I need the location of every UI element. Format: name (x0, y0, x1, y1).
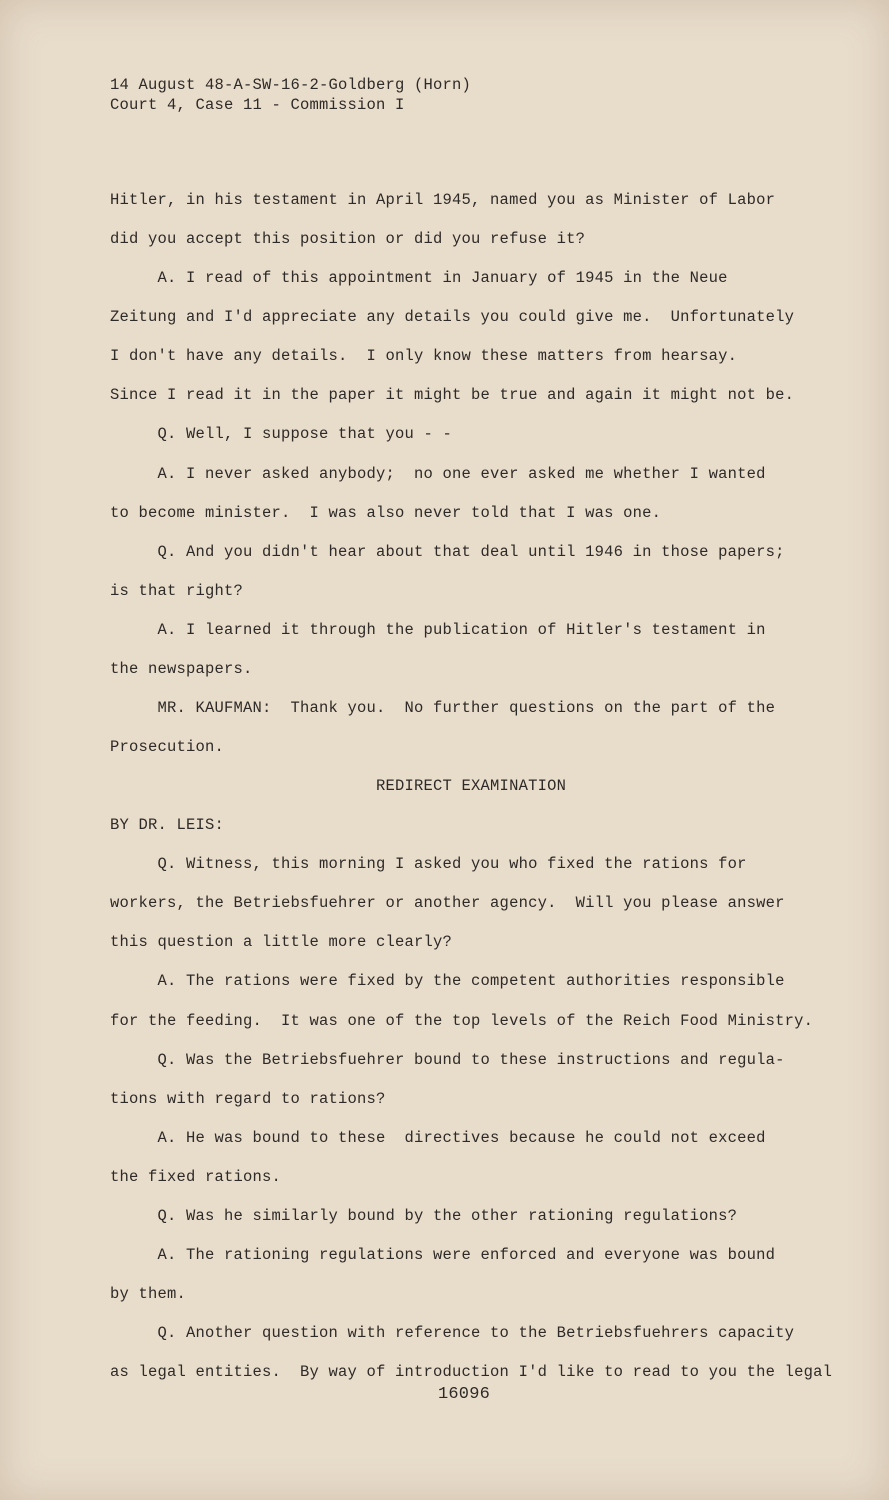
transcript-line: A. I learned it through the publication of Hitler's testament in (110, 620, 766, 639)
transcript-line: A. The rationing regulations were enforced and everyone was bound (110, 1245, 776, 1264)
transcript-line: for the feeding. It was one of the top levels of the Reich Food Ministry. (110, 1011, 814, 1030)
transcript-line: as legal entities. By way of introduction I'd like to read to you the legal (110, 1363, 833, 1382)
transcript-line: tions with regard to rations? (110, 1089, 386, 1108)
transcript-line: Q. Witness, this morning I asked you who fixed the rations for (110, 855, 747, 874)
transcript-line: Zeitung and I'd appreciate any details you could give me. Unfortunately (110, 308, 795, 327)
transcript-line: A. I never asked anybody; no one ever asked me whether I wanted (110, 464, 766, 483)
transcript-line: A. He was bound to these directives because he could not exceed (110, 1128, 766, 1147)
transcript-line: REDIRECT EXAMINATION (110, 777, 567, 795)
transcript-line: is that right? (110, 581, 244, 600)
header-line-2: Court 4, Case 11 - Commission I (110, 96, 405, 114)
transcript-line: Q. Another question with reference to the Betriebsfuehrers capacity (110, 1324, 795, 1342)
transcript-line: workers, the Betriebsfuehrer or another agency. Will you please answer (110, 894, 785, 913)
transcript-line: MR. KAUFMAN: Thank you. No further questions on the part of the (110, 698, 776, 717)
transcript-line: Prosecution. (110, 738, 225, 756)
transcript-line: Since I read it in the paper it might be true and again it might not be. (110, 386, 795, 405)
transcript-line: Q. Well, I suppose that you - - (110, 425, 453, 444)
transcript-line: by them. (110, 1285, 187, 1303)
transcript-line: Hitler, in his testament in April 1945, named you as Minister of Labor (110, 191, 776, 209)
transcript-line: BY DR. LEIS: (110, 816, 225, 835)
transcript-line: this question a little more clearly? (110, 933, 453, 952)
transcript-line: A. The rations were fixed by the competent authorities responsible (110, 972, 785, 991)
transcript-line: I don't have any details. I only know these matters from hearsay. (110, 347, 738, 366)
transcript-line: Q. And you didn't hear about that deal until 1946 in those papers; (110, 542, 785, 561)
header-line-1: 14 August 48-A-SW-16-2-Goldberg (Horn) (110, 76, 472, 94)
transcript-line: Q. Was the Betriebsfuehrer bound to these instructions and regula- (110, 1050, 785, 1069)
transcript-line: the newspapers. (110, 659, 253, 678)
transcript-line: did you accept this position or did you refuse it? (110, 230, 586, 249)
transcript-line: A. I read of this appointment in January of 1945 in the Neue (110, 269, 728, 288)
transcript-line: to become minister. I was also never told that I was one. (110, 503, 662, 522)
page-number: 16096 (438, 1385, 491, 1404)
transcript-line: the fixed rations. (110, 1167, 282, 1186)
transcript-line: Q. Was he similarly bound by the other rationing regulations? (110, 1206, 738, 1225)
